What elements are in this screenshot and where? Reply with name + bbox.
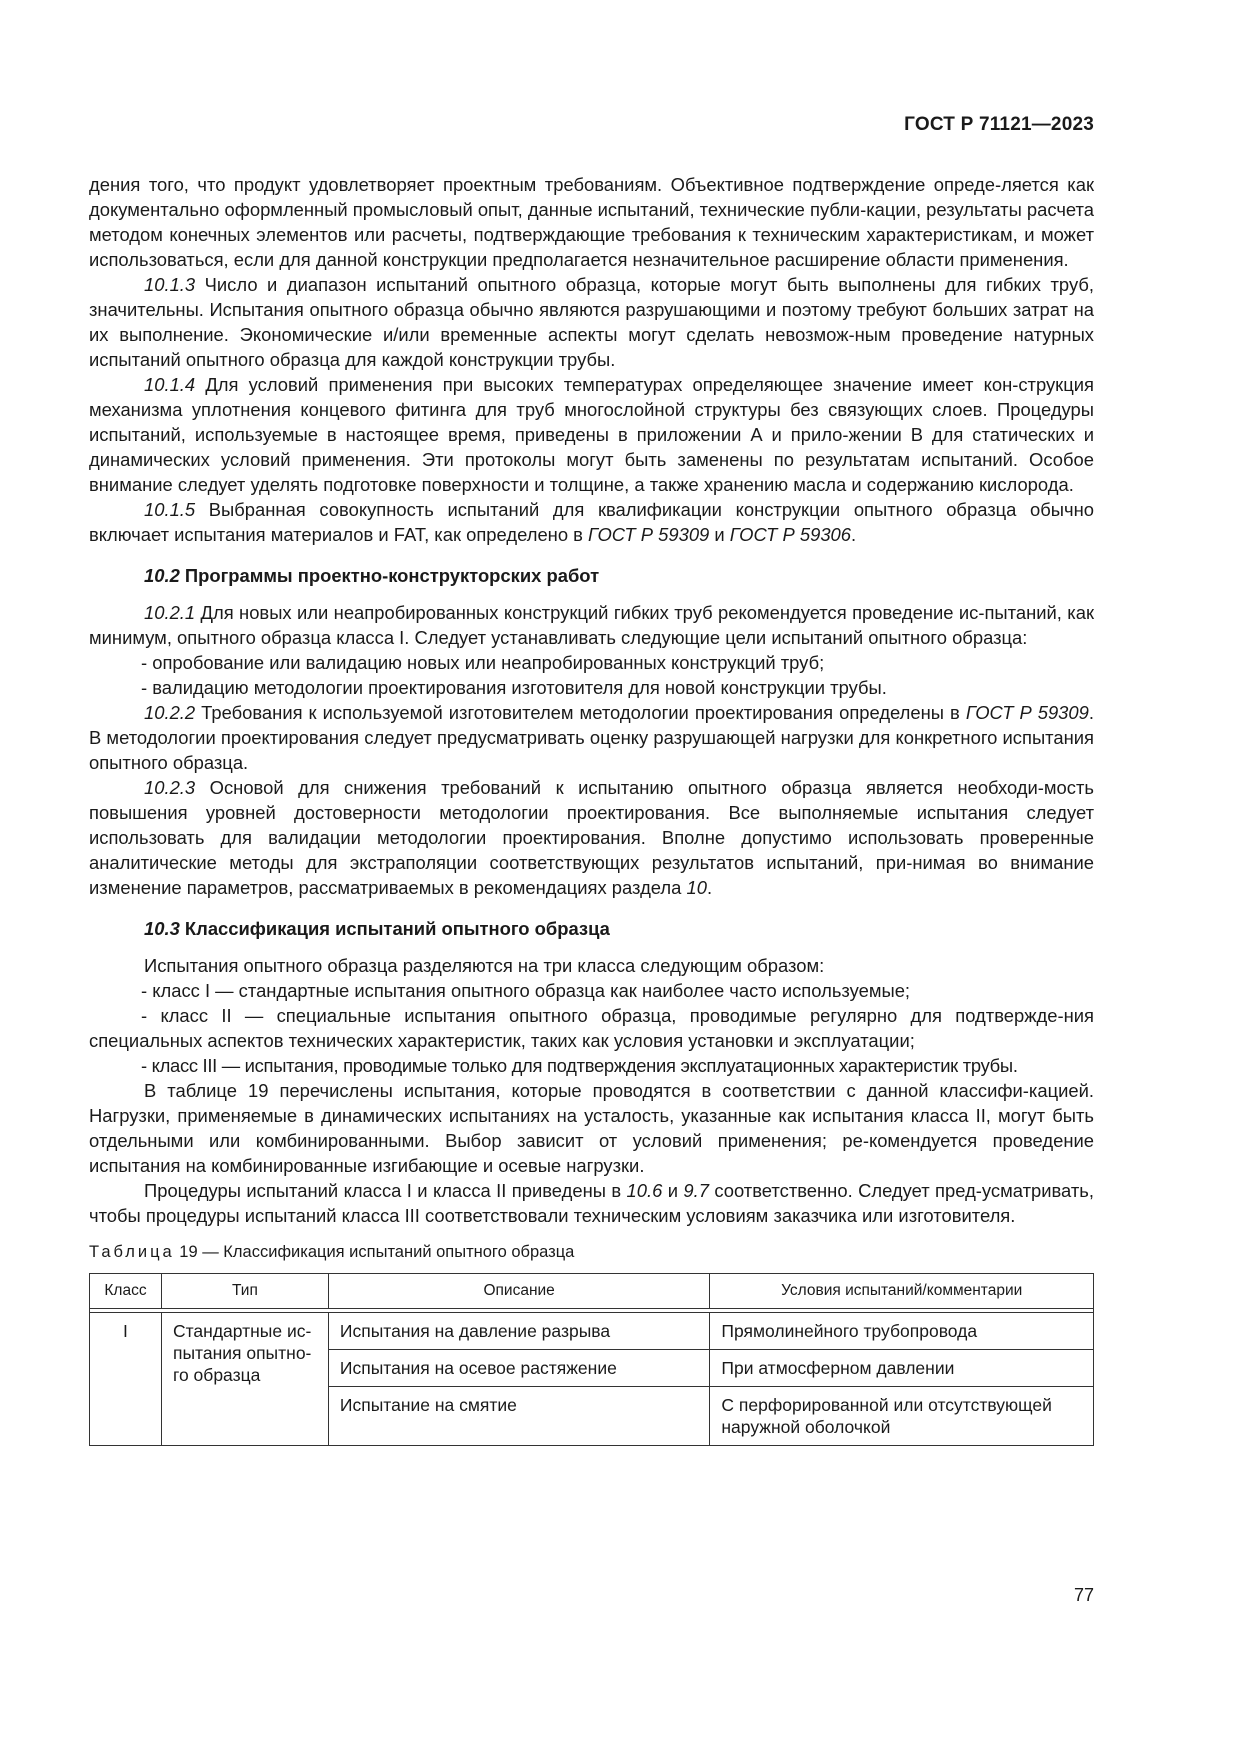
paragraph-text: и (662, 1180, 684, 1201)
paragraph: дения того, что продукт удовлетворяет проектным требованиям. Объективное подтверждение опреде-ляется как документально оформленный промысловый опыт, данные испытаний, технические публи-кации, результаты расчета методом конечных элементов или расчеты, подтверждающие требования к техническим характеристикам, и может использоваться, если для данной конструкции предполагается незначительное расширение области применения. (89, 174, 1094, 270)
paragraph-text: соответственно. Следует пред-усматривать, чтобы процедуры испытаний класса III соответствовали техническим условиям заказчика или изготовителя. (89, 1180, 1094, 1226)
clause-number: 10.1.4 (144, 374, 196, 395)
table-caption-label: Таблица (89, 1243, 175, 1261)
clause-number: 10.2.1 (144, 602, 196, 623)
table-row (90, 1313, 1094, 1350)
list-item: - класс I — стандартные испытания опытного образца как наиболее часто используемые; (141, 980, 911, 1001)
paragraph-10-1-5 (89, 497, 1094, 547)
column-header-description: Описание (328, 1274, 710, 1309)
section-reference: 9.7 (683, 1180, 709, 1201)
table-caption (89, 1240, 1094, 1265)
section-heading-10-2 (89, 563, 1094, 588)
paragraph (89, 1178, 1094, 1228)
section-reference: 10.6 (626, 1180, 663, 1201)
list-item: - валидацию методологии проектирования изготовителя для новой конструкции трубы. (141, 677, 887, 698)
list-item: - класс II — специальные испытания опытного образца, проводимые регулярно для подтвержде-ния специальных аспектов технических характеристик, таких как условия установки и эксплуатации; (89, 1005, 1094, 1051)
paragraph-text: Число и диапазон испытаний опытного образца, которые могут быть выполнены для гибких труб, значительны. Испытания опытного образца обычно являются разрушающими и поэтому требуют больших затрат на их выполнение. Экономические и/или временные аспекты могут сделать невозмож-ным проведение натурных испытаний опытного образца для каждой конструкции трубы. (89, 274, 1094, 370)
paragraph-text: Для новых или неапробированных конструкций гибких труб рекомендуется проведение ис-пытаний, как минимум, опытного образца класса I. Следует устанавливать следующие цели испытаний опытного образца: (89, 602, 1094, 648)
table-header-row (90, 1274, 1094, 1309)
document-header: ГОСТ Р 71121—2023 (904, 114, 1094, 135)
list-item: - опробование или валидацию новых или неапробированных конструкций труб; (141, 652, 825, 673)
paragraph-text: Процедуры испытаний класса I и класса II приведены в (144, 1180, 627, 1201)
list-item: - класс III — испытания, проводимые только для подтверждения эксплуатационных характеристик трубы. (141, 1055, 1018, 1076)
paragraph-text: Основой для снижения требований к испытанию опытного образца является необходи-мость повышения уровней достоверности методологии проектирования. Все выполняемые испытания следует использовать для валидации методологии проектирования. Вполне допустимо использовать проверенные аналитические методы для экстраполяции соответствующих результатов испытаний, при-нимая во внимание изменение параметров, рассматриваемых в рекомендациях раздела (89, 777, 1094, 898)
cell-conditions: При атмосферном давлении (710, 1350, 1094, 1387)
column-header-type: Тип (161, 1274, 328, 1309)
standard-reference: ГОСТ Р 59309 (965, 702, 1089, 723)
cell-class: I (90, 1313, 162, 1446)
cell-description: Испытания на осевое растяжение (328, 1350, 710, 1387)
table-caption-title: 19 — Классификация испытаний опытного образца (174, 1243, 575, 1261)
section-title: Классификация испытаний опытного образца (179, 918, 610, 939)
page-number: 77 (1073, 1585, 1094, 1605)
cell-description: Испытания на давление разрыва (328, 1313, 710, 1350)
standard-reference: ГОСТ Р 59309 (588, 524, 710, 545)
paragraph: Испытания опытного образца разделяются на три класса следующим образом: (144, 955, 825, 976)
section-heading-10-3 (89, 916, 1094, 941)
paragraph-10-2-2 (89, 700, 1094, 775)
cell-type: Стандартные ис-пытания опытно-го образца (161, 1313, 328, 1446)
clause-number: 10.2.2 (144, 702, 196, 723)
cell-conditions: Прямолинейного трубопровода (710, 1313, 1094, 1350)
paragraph-10-1-3 (89, 272, 1094, 372)
section-number: 10.3 (144, 918, 180, 939)
classification-table (89, 1273, 1094, 1446)
paragraph-text: Для условий применения при высоких температурах определяющее значение имеет кон-струкция механизма уплотнения концевого фитинга для труб многослойной структуры без связующих слоев. Процедуры испытаний, используемые в настоящее время, приведены в приложении А и прило-жении В для статических и динамических условий применения. Эти протоколы могут быть заменены по результатам испытаний. Особое внимание следует уделять подготовке поверхности и толщине, а также хранению масла и содержанию кислорода. (89, 374, 1094, 495)
cell-description: Испытание на смятие (328, 1387, 710, 1446)
paragraph-text: . (706, 877, 713, 898)
clause-number: 10.1.5 (144, 499, 196, 520)
paragraph-10-2-3 (89, 775, 1094, 900)
paragraph-text: Требования к используемой изготовителем методологии проектирования определены в (195, 702, 966, 723)
cell-conditions: С перфорированной или отсутствующей наружной оболочкой (710, 1387, 1094, 1446)
paragraph-text: . В методологии проектирования следует предусматривать оценку разрушающей нагрузки для конкретного испытания опытного образца. (89, 702, 1094, 773)
section-number: 10.2 (144, 565, 180, 586)
document-body (89, 172, 1094, 1446)
clause-number: 10.2.3 (144, 777, 196, 798)
standard-reference: ГОСТ Р 59306 (729, 524, 852, 545)
column-header-conditions: Условия испытаний/комментарии (710, 1274, 1094, 1309)
paragraph-text: . (851, 524, 857, 545)
paragraph-text: и (709, 524, 730, 545)
paragraph: В таблице 19 перечислены испытания, которые проводятся в соответствии с данной классифи-кацией. Нагрузки, применяемые в динамических испытаниях на усталость, указанные как испытания класса II, могут быть отдельными или комбинированными. Выбор зависит от условий применения; ре-комендуется проведение испытания на комбинированные изгибающие и осевые нагрузки. (89, 1080, 1094, 1176)
paragraph-10-2-1 (89, 600, 1094, 650)
section-reference: 10 (686, 877, 707, 898)
column-header-class: Класс (90, 1274, 162, 1309)
paragraph-10-1-4 (89, 372, 1094, 497)
clause-number: 10.1.3 (144, 274, 196, 295)
paragraph-text: Выбранная совокупность испытаний для квалификации конструкции опытного образца обычно включает испытания материалов и FAT, как определено в (89, 499, 1094, 545)
section-title: Программы проектно-конструкторских работ (179, 565, 600, 586)
